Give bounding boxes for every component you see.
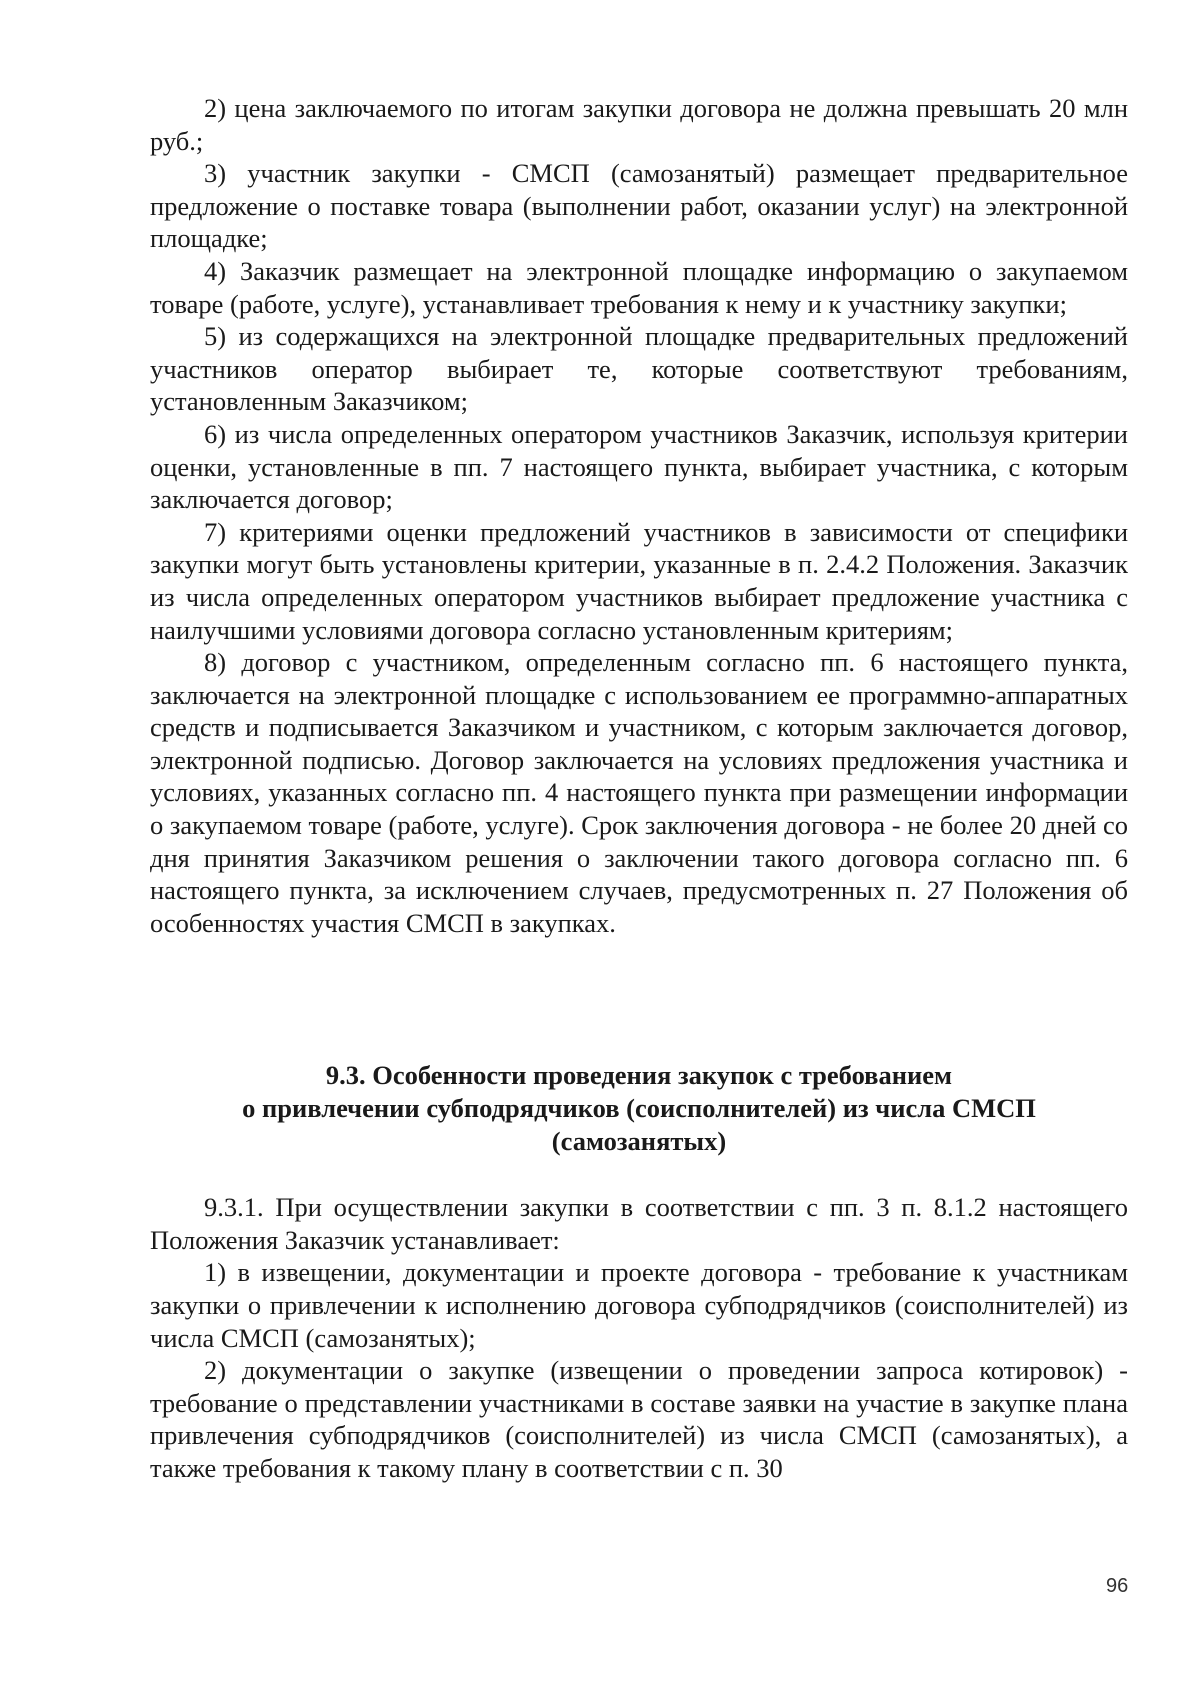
document-page [150,92,1128,1485]
paragraph-item-2: 2) цена заключаемого по итогам закупки договора не должна превышать 20 млн руб.; [150,93,1128,156]
paragraph-item-6: 6) из числа определенных оператором участников Заказчик, используя критерии оценки, установленные в пп. 7 настоящего пункта, выбирает участника, с которым заключается договор; [150,418,1128,515]
section-heading-line-3: (самозанятых) [551,1125,727,1156]
section-heading-line-1: 9.3. Особенности проведения закупок с требованием [325,1060,953,1091]
paragraph-item-3: 3) участник закупки - СМСП (самозанятый) размещает предварительное предложение о поставке товара (выполнении работ, оказании услуг) на электронной площадке; [150,158,1128,254]
paragraph-item-8: 8) договор с участником, определенным согласно пп. 6 настоящего пункта, заключается на электронной площадке с использованием ее программно-аппаратных средств и подписывается Заказчиком и участником, с которым заключается договор, электронной подписью. Договор заключается на условиях предложения участника и условиях, указанных согласно пп. 4 настоящего пункта при размещении информации о закупаемом товаре (работе, услуге). Срок заключения договора - не более 20 дней со дня принятия Заказчиком решения о заключении такого договора согласно пп. 6 настоящего пункта, за исключением случаев, предусмотренных п. 27 Положения об особенностях участия СМСП в закупках. [150,647,1128,938]
paragraph-9-3-1: 9.3.1. При осуществлении закупки в соответствии с пп. 3 п. 8.1.2 настоящего Положения Заказчик устанавливает: [150,1192,1128,1255]
paragraph-item-2-documentation: 2) документации о закупке (извещении о проведении запроса котировок) - требование о представлении участниками в составе заявки на участие в закупке плана привлечения субподрядчиков (соисполнителей) из числа СМСП (самозанятых), а также требования к такому плану в соответствии с п. 30 [150,1355,1128,1483]
page-number: 96 [1106,1575,1129,1597]
paragraph-item-1-requirement: 1) в извещении, документации и проекте договора - требование к участникам закупки о привлечении к исполнению договора субподрядчиков (соисполнителей) из числа СМСП (самозанятых); [150,1257,1128,1353]
section-heading [150,1059,1128,1157]
section-heading-line-2: о привлечении субподрядчиков (соисполнителей) из числа СМСП [242,1093,1036,1124]
paragraph-item-7: 7) критериями оценки предложений участников в зависимости от специфики закупки могут быть установлены критерии, указанные в п. 2.4.2 Положения. Заказчик из числа определенных оператором участников выбирает предложение участника с наилучшими условиями договора согласно установленным критериям; [150,516,1128,645]
paragraph-item-4: 4) Заказчик размещает на электронной площадке информацию о закупаемом товаре (работе, услуге), устанавливает требования к нему и к участнику закупки; [150,255,1128,319]
paragraph-item-5: 5) из содержащихся на электронной площадке предварительных предложений участников оператор выбирает те, которые соответствуют требованиям, установленным Заказчиком; [150,321,1128,417]
